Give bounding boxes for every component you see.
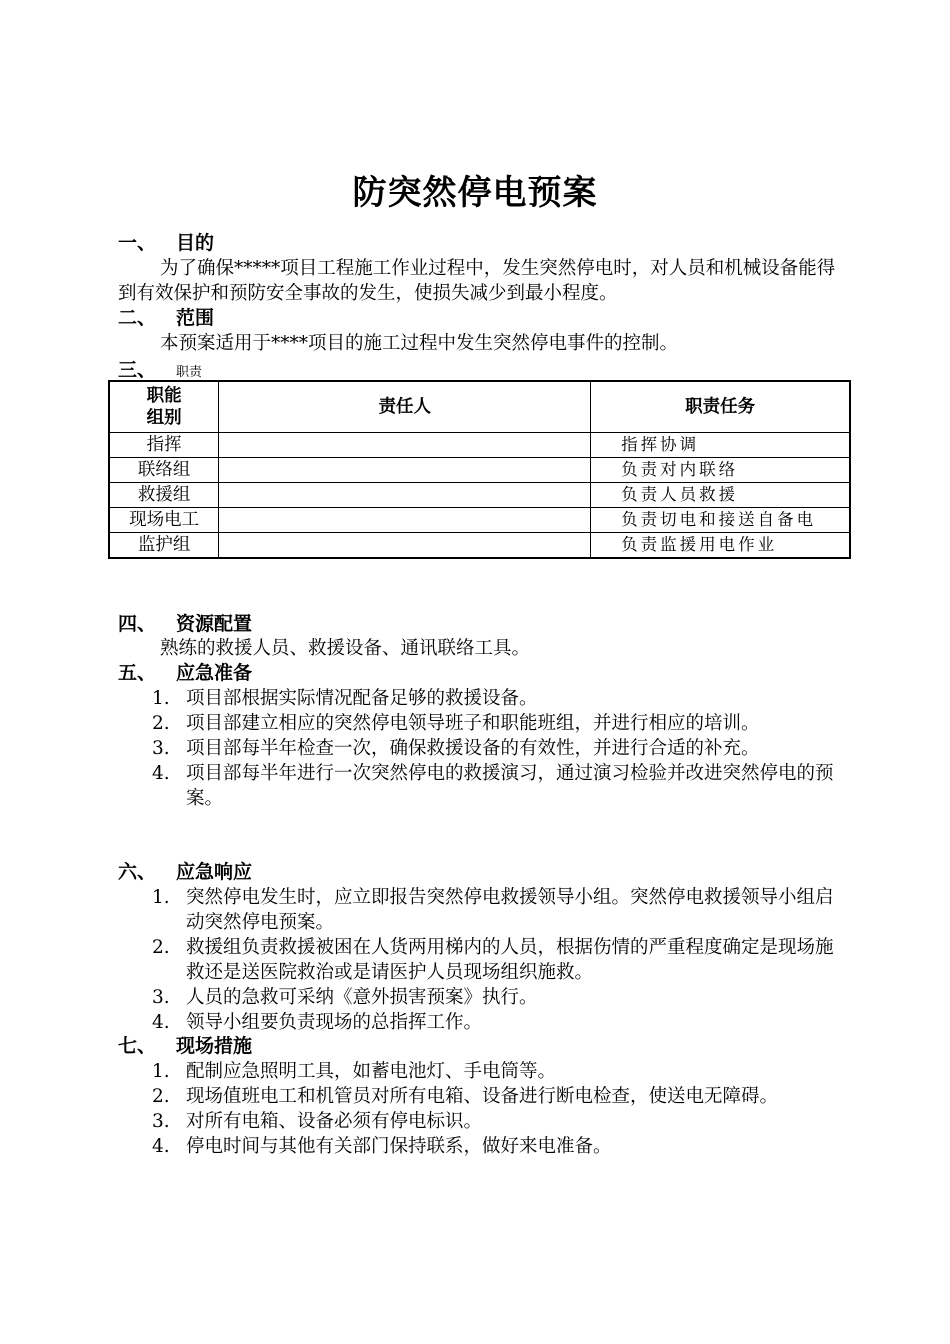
measures-list <box>148 1059 850 1159</box>
cell-group: 救援组 <box>109 483 219 508</box>
response-list <box>148 885 850 1035</box>
section-number: 七、 <box>118 1035 157 1057</box>
section-number: 五、 <box>118 662 157 684</box>
purpose-paragraph: 为了确保*****项目工程施工作业过程中，发生突然停电时，对人员和机械设备能得到有效保护和预防安全事故的发生，使损失减少到最小程度。 <box>118 258 836 304</box>
cell-group: 现场电工 <box>109 508 219 533</box>
section-number: 二、 <box>118 307 157 329</box>
list-item: 2. 救援组负责救援被困在人货两用梯内的人员，根据伤情的严重程度确定是现场施救还是送医院救治或是请医护人员现场组织施救。 <box>152 937 834 983</box>
list-item: 1. 突然停电发生时，应立即报告突然停电救援领导小组。突然停电救援领导小组启动突然停电预案。 <box>152 887 834 933</box>
table-row <box>109 508 850 533</box>
list-item: 1. 配制应急照明工具，如蓄电池灯、手电筒等。 <box>152 1061 557 1082</box>
section-number: 一、 <box>118 232 157 254</box>
section-heading-scope <box>118 306 214 330</box>
duty-table <box>108 380 851 559</box>
section-heading-measures <box>118 1034 252 1058</box>
list-item: 3. 对所有电箱、设备必须有停电标识。 <box>152 1111 483 1132</box>
section-number: 三、 <box>118 359 157 381</box>
cell-group: 联络组 <box>109 458 219 483</box>
section-title: 应急响应 <box>176 861 253 883</box>
section-title: 职责 <box>176 365 203 380</box>
cell-task: 负责切电和接送自备电 <box>591 508 850 533</box>
resources-paragraph: 熟练的救援人员、救援设备、通讯联络工具。 <box>160 638 531 659</box>
cell-task: 指挥协调 <box>591 433 850 458</box>
table-row <box>109 483 850 508</box>
header-group: 职能组别 <box>109 381 219 433</box>
cell-task: 负责对内联络 <box>591 458 850 483</box>
list-item: 4. 领导小组要负责现场的总指挥工作。 <box>152 1012 483 1033</box>
section-number: 四、 <box>118 613 157 635</box>
section-title: 范围 <box>176 307 215 329</box>
list-item: 3. 项目部每半年检查一次，确保救援设备的有效性，并进行合适的补充。 <box>152 738 760 759</box>
list-item: 2. 现场值班电工和机管员对所有电箱、设备进行断电检查，使送电无障碍。 <box>152 1086 779 1107</box>
cell-group: 监护组 <box>109 533 219 559</box>
cell-person <box>219 483 591 508</box>
table-row <box>109 458 850 483</box>
list-item: 2. 项目部建立相应的突然停电领导班子和职能班组，并进行相应的培训。 <box>152 713 760 734</box>
header-task: 职责任务 <box>591 381 850 433</box>
section-title: 目的 <box>176 232 215 254</box>
cell-person <box>219 458 591 483</box>
scope-paragraph: 本预案适用于****项目的施工过程中发生突然停电事件的控制。 <box>160 333 679 354</box>
table-header-row <box>109 381 850 433</box>
list-item: 4. 停电时间与其他有关部门保持联系，做好来电准备。 <box>152 1136 612 1157</box>
section-heading-resources <box>118 612 252 636</box>
cell-task: 负责监援用电作业 <box>591 533 850 559</box>
section-number: 六、 <box>118 861 157 883</box>
section-heading-purpose <box>118 231 214 255</box>
cell-task: 负责人员救援 <box>591 483 850 508</box>
list-item: 4. 项目部每半年进行一次突然停电的救援演习，通过演习检验并改进突然停电的预案。 <box>152 763 834 809</box>
section-title: 应急准备 <box>176 662 253 684</box>
list-item: 1. 项目部根据实际情况配备足够的救援设备。 <box>152 688 538 709</box>
cell-person <box>219 533 591 559</box>
table-row <box>109 433 850 458</box>
preparation-list <box>148 686 850 811</box>
header-person: 责任人 <box>219 381 591 433</box>
section-heading-preparation <box>118 661 252 685</box>
cell-person <box>219 508 591 533</box>
section-title: 现场措施 <box>176 1035 253 1057</box>
document-title: 防突然停电预案 <box>352 173 598 213</box>
section-heading-response <box>118 860 252 884</box>
table-row <box>109 533 850 559</box>
cell-person <box>219 433 591 458</box>
list-item: 3. 人员的急救可采纳《意外损害预案》执行。 <box>152 987 538 1008</box>
section-title: 资源配置 <box>176 613 253 635</box>
cell-group: 指挥 <box>109 433 219 458</box>
